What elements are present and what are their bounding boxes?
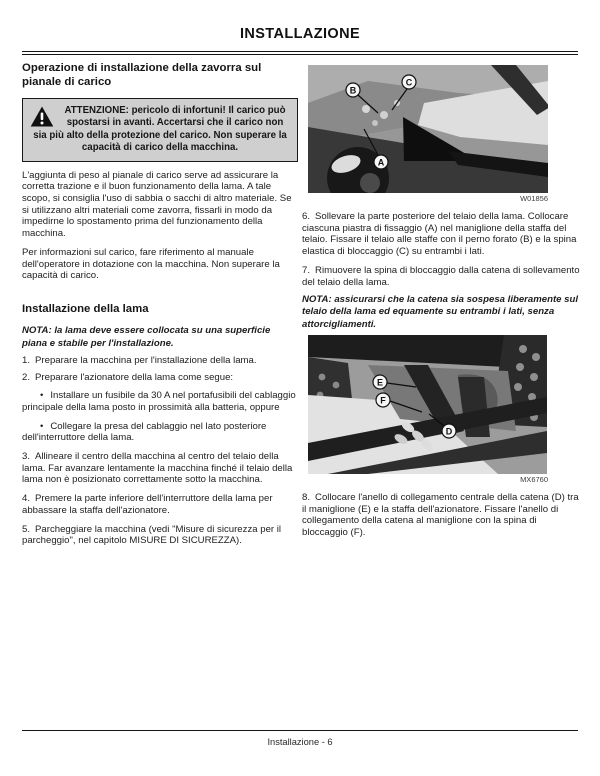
callout-c: C: [405, 77, 413, 88]
note-chain: NOTA: assicurarsi che la catena sia sospesa liberamente sul telaio della lama ed equamente su entrambi i lati, senza attorcigliamenti.: [302, 294, 579, 330]
bullet-text: Collegare la presa del cablaggio nel lato posteriore dell'interruttore della lama.: [22, 420, 267, 444]
callout-d: D: [445, 426, 453, 437]
step-3: [22, 451, 298, 486]
header-divider: [22, 51, 578, 55]
warning-box: [22, 98, 298, 162]
page-footer: Installazione - 6: [267, 737, 333, 747]
footer-divider: [22, 730, 578, 731]
step-6: [302, 211, 580, 258]
bullet-item-plug: [22, 421, 298, 444]
step-number: 6.: [302, 211, 311, 222]
bullet-text: Installare un fusibile da 30 A nel portafusibili del cablaggio principale della lama posto in prossimità alla batteria, oppure: [22, 390, 296, 413]
step-text: Premere la parte inferiore dell'interruttore della lama per abbassare la staffa dell'azionatore.: [22, 493, 273, 516]
figure-caption: W01856: [520, 194, 548, 203]
callout-e: E: [376, 377, 384, 388]
step-number: 8.: [302, 491, 311, 503]
step-number: 5.: [22, 523, 31, 535]
step-2: [22, 372, 298, 384]
left-column: [22, 60, 298, 547]
bullet-icon: •: [40, 390, 44, 402]
step-number: 1.: [22, 354, 31, 366]
warning-triangle-icon: [30, 106, 54, 127]
step-1: [22, 355, 298, 367]
photo-frame-attachment: [308, 65, 548, 193]
callout-b: B: [349, 85, 357, 96]
callout-a: A: [377, 157, 385, 168]
paragraph-ballast-1: L'aggiunta di peso al pianale di carico serve ad assicurare la corretta trazione e il buon funzionamento della lama. A tale scopo, si consiglia l'uso di sabbia o sacchi di altro materiale. Se si utilizzano altri materiali come zavorra, fissarli in modo da impedirne lo spostamento prima del funzionamento della macchina.: [22, 169, 292, 240]
step-text: Rimuovere la spina di bloccaggio dalla catena di sollevamento del telaio della lama.: [302, 264, 580, 288]
step-number: 2.: [22, 371, 31, 383]
step-text: Preparare la macchina per l'installazione della lama.: [35, 354, 257, 366]
figure-caption: MX6760: [520, 474, 548, 484]
section-title-ballast: Operazione di installazione della zavorra sul pianale di carico: [22, 62, 262, 88]
step-text: Allineare il centro della macchina al centro del telaio della lama. Far avanzare lentamente la macchina finché il telaio della lama non è posizionato correttamente sotto la macchina.: [22, 451, 293, 486]
figure-frame-attachment: [308, 65, 548, 203]
step-4: [22, 493, 298, 516]
page-title: INSTALLAZIONE: [239, 26, 361, 42]
step-7: [302, 265, 580, 288]
step-8: [302, 492, 580, 539]
step-number: 4.: [22, 493, 31, 505]
step-number: 3.: [22, 451, 31, 463]
figure-chain-link: [308, 335, 548, 484]
section-title-blade: Installazione della lama: [22, 302, 149, 315]
paragraph-ballast-2: Per informazioni sul carico, fare riferimento al manuale dell'operatore in dotazione con la macchina. Non superare la capacità di carico.: [22, 246, 280, 282]
step-text: Sollevare la parte posteriore del telaio della lama. Collocare ciascuna piastra di fissaggio (A) nel maniglione della staffa del telaio. Fissare il telaio alle staffe con il perno forato (B) e la spina elastica di bloccaggio (C) su entrambi i lati.: [302, 211, 577, 258]
step-5: [22, 524, 298, 547]
bullet-item-fuse: [22, 390, 298, 413]
warning-text: ATTENZIONE: pericolo di infortuni! Il carico può spostarsi in avanti. Accertarsi che il carico non sia più alto della protezione del carico. Non superare la capacità di carico della macchina.: [33, 105, 287, 154]
note-blade-surface: NOTA: la lama deve essere collocata su una superficie piana e stabile per l'installazione.: [22, 325, 271, 349]
step-text: Parcheggiare la macchina (vedi "Misure di sicurezza per il parcheggio", nel capitolo MISURE DI SICUREZZA).: [22, 523, 282, 547]
right-column: [302, 65, 580, 539]
step-text: Collocare l'anello di collegamento centrale della catena (D) tra il maniglione (E) e la staffa dell'azionatore. Fissare l'anello di collegamento della catena al maniglione con la spina di bloccaggio (F).: [302, 491, 579, 538]
photo-chain-link: [308, 335, 547, 474]
bullet-icon: •: [40, 420, 44, 432]
step-number: 7.: [302, 264, 311, 276]
step-text: Preparare l'azionatore della lama come segue:: [35, 371, 234, 383]
callout-f: F: [380, 395, 386, 406]
